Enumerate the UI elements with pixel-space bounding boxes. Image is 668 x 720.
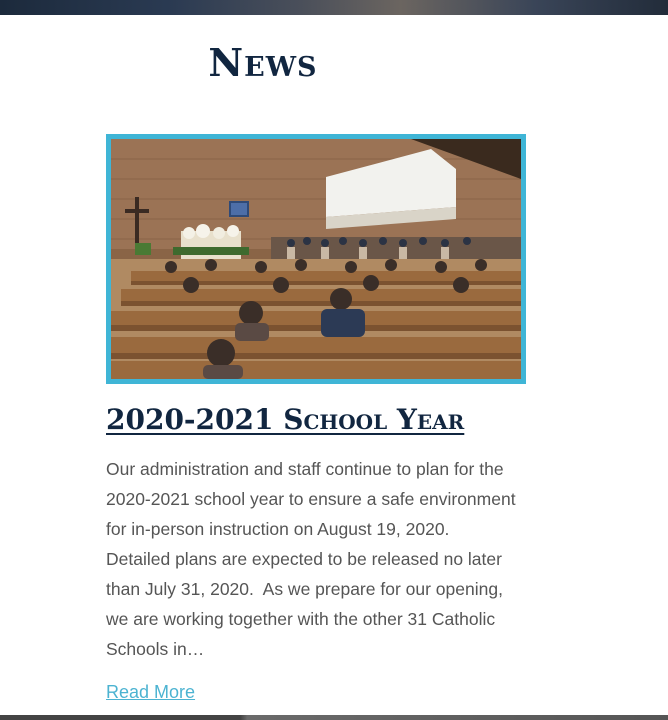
post-featured-image[interactable] xyxy=(106,134,526,384)
footer-strip xyxy=(0,715,668,720)
excerpt-line: we are working together with the other 31 Catholic xyxy=(106,609,496,629)
excerpt-line: than July 31, 2020. As we prepare for our opening, xyxy=(106,579,503,599)
section-title: News xyxy=(208,40,318,85)
excerpt-line: Detailed plans are expected to be released no later xyxy=(106,549,502,569)
excerpt-line: Schools in… xyxy=(106,639,205,659)
post-excerpt xyxy=(106,454,536,664)
excerpt-line: for in-person instruction on August 19, 2020. xyxy=(106,519,450,539)
excerpt-line: 2020-2021 school year to ensure a safe environment xyxy=(106,489,516,509)
excerpt-line: Our administration and staff continue to plan for the xyxy=(106,459,504,479)
header-image-strip xyxy=(0,0,668,15)
post-title-link[interactable]: 2020-2021 School Year xyxy=(106,403,465,436)
church-photo xyxy=(111,139,521,379)
read-more-link[interactable]: Read More xyxy=(106,682,196,702)
